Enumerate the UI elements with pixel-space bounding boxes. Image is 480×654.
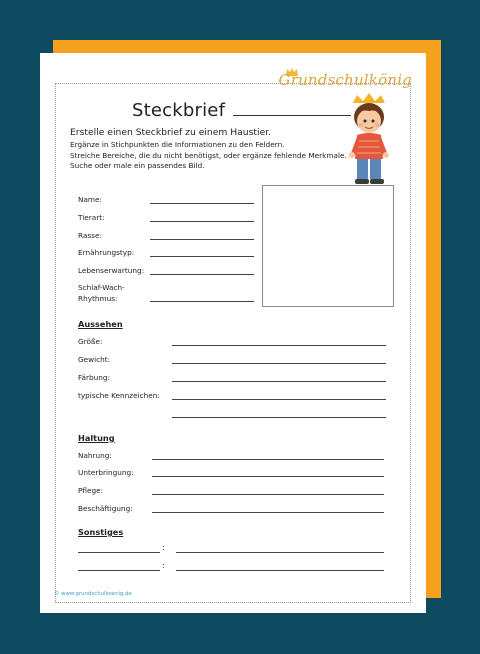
write-line-sonstiges-label-2[interactable] [78, 570, 160, 571]
label-faerbung: Färbung: [78, 373, 110, 382]
write-line-groesse[interactable] [172, 345, 386, 346]
label-groesse: Größe: [78, 337, 103, 346]
label-beschaeftigung: Beschäftigung: [78, 504, 133, 513]
write-line-faerbung[interactable] [172, 381, 386, 382]
label-nahrung: Nahrung: [78, 451, 112, 460]
label-rasse: Rasse: [78, 231, 102, 240]
label-ernaehrungstyp: Ernährungstyp: [78, 248, 135, 257]
label-unterbringung: Unterbringung: [78, 468, 134, 477]
boy-with-crown-illustration [343, 93, 399, 187]
colon: : [162, 543, 165, 552]
write-line-lebenserwartung[interactable] [150, 274, 254, 275]
write-line-kennzeichen[interactable] [172, 399, 386, 400]
picture-box[interactable] [262, 185, 394, 307]
instruction-line: Streiche Bereiche, die du nicht benötigst, oder ergänze fehlende Merkmale. [70, 150, 347, 160]
write-line-nahrung[interactable] [152, 459, 384, 460]
write-line-ernaehrungstyp[interactable] [150, 256, 254, 257]
title-write-line [233, 99, 351, 116]
write-line-rasse[interactable] [150, 239, 254, 240]
write-line-pflege[interactable] [152, 494, 384, 495]
colon: : [162, 561, 165, 570]
instruction-lead: Erstelle einen Steckbrief zu einem Haustier. [70, 127, 272, 138]
section-title-haltung: Haltung [78, 433, 115, 443]
brand-logo: Grundschulkönig [278, 71, 412, 89]
write-line-name[interactable] [150, 203, 254, 204]
label-tierart: Tierart: [78, 213, 105, 222]
label-kennzeichen: typische Kennzeichen: [78, 391, 160, 400]
instruction-line: Ergänze in Stichpunkten die Informationen zu den Feldern. [70, 140, 285, 149]
worksheet-page [40, 53, 426, 613]
section-title-aussehen: Aussehen [78, 319, 123, 329]
section-title-sonstiges: Sonstiges [78, 527, 124, 537]
instructions [70, 127, 370, 172]
label-gewicht: Gewicht: [78, 355, 111, 364]
write-line-tierart[interactable] [150, 221, 254, 222]
write-line-rhythmus[interactable] [150, 301, 254, 302]
footer-copyright[interactable]: © www.grundschulkoenig.de [54, 591, 132, 597]
instruction-line: Suche oder male ein passendes Bild. [70, 161, 205, 170]
write-line-kennzeichen-2[interactable] [172, 417, 386, 418]
write-line-gewicht[interactable] [172, 363, 386, 364]
write-line-sonstiges-label-1[interactable] [78, 552, 160, 553]
title-row [132, 99, 351, 121]
write-line-unterbringung[interactable] [152, 476, 384, 477]
write-line-sonstiges-value-1[interactable] [176, 552, 384, 553]
label-name: Name: [78, 195, 102, 204]
label-lebenserwartung: Lebenserwartung: [78, 266, 145, 275]
page-title: Steckbrief [132, 100, 226, 121]
label-pflege: Pflege: [78, 486, 104, 495]
write-line-sonstiges-value-2[interactable] [176, 570, 384, 571]
label-schlaf-wach: Schlaf-Wach- [78, 283, 125, 292]
label-rhythmus: Rhythmus: [78, 294, 118, 303]
write-line-beschaeftigung[interactable] [152, 512, 384, 513]
